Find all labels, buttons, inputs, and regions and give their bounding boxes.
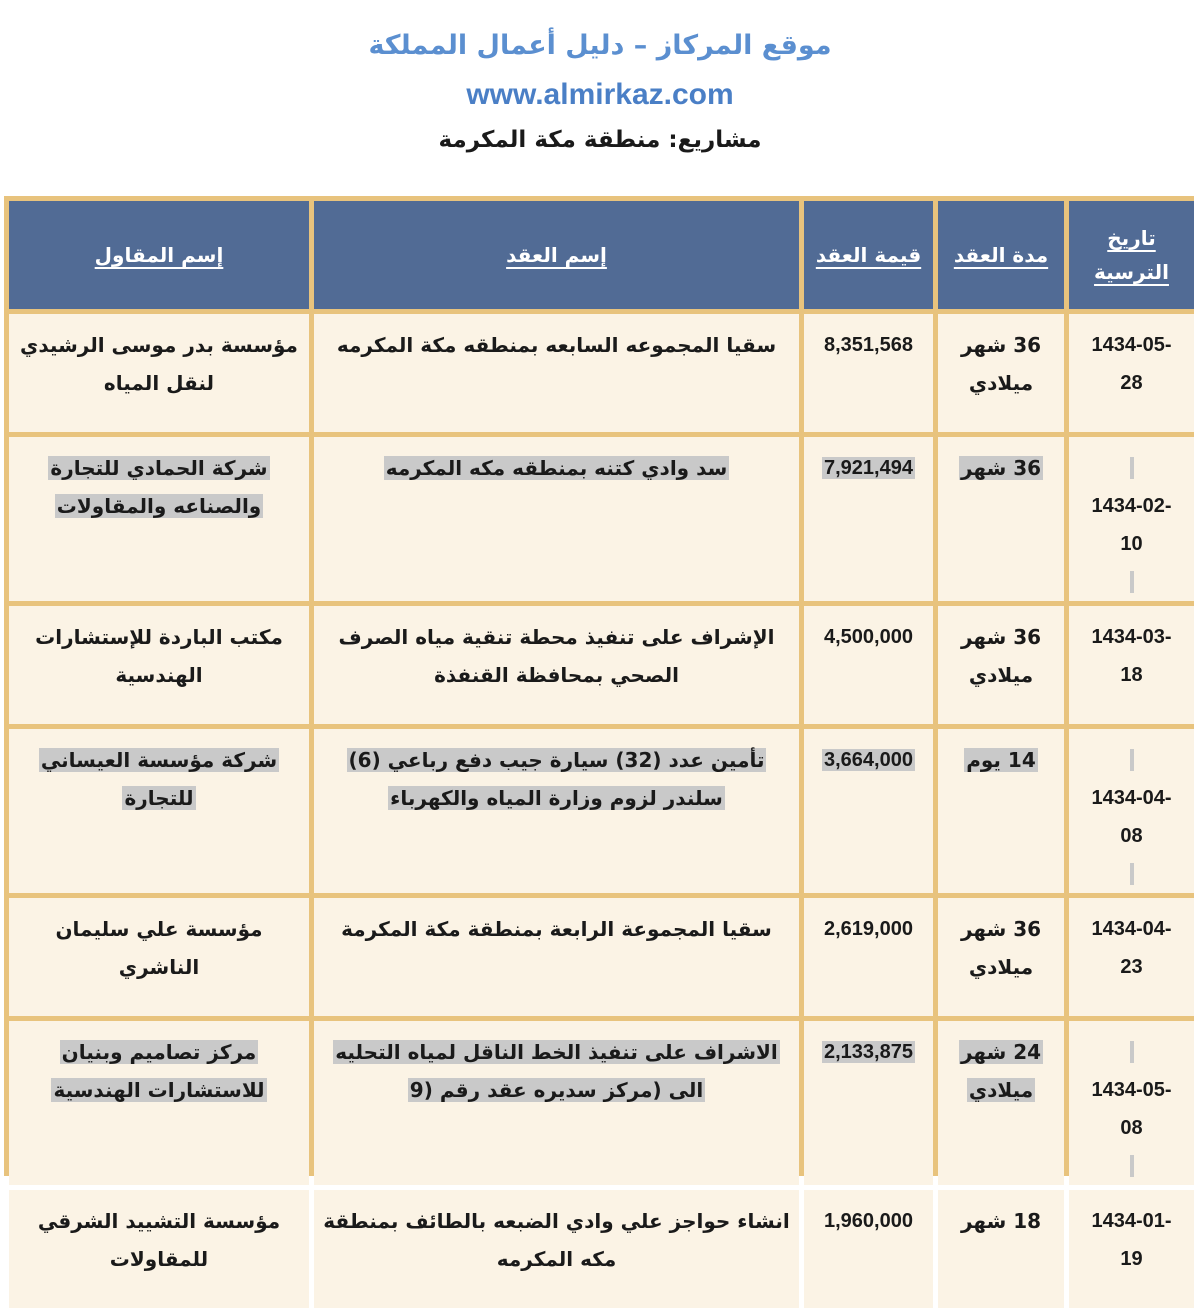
cell-duration: 14 يوم xyxy=(938,729,1064,893)
page-subtitle: مشاريع: منطقة مكة المكرمة xyxy=(438,127,762,153)
table-row xyxy=(9,1021,1194,1185)
cell-contractor: مؤسسة التشييد الشرقي للمقاولات xyxy=(9,1190,309,1308)
cell-date: 1434-01- 19 xyxy=(1069,1190,1194,1308)
site-title: موقع المركاز – دليل أعمال المملكة xyxy=(368,30,832,61)
cell-contract-name: سقيا المجموعه السابعه بمنطقه مكة المكرمه xyxy=(314,314,799,432)
cell-date: 1434-05- 28 xyxy=(1069,314,1194,432)
cell-contract-name: تأمين عدد (32) سيارة جيب دفع رباعي (6) سلندر لزوم وزارة المياه والكهرباء xyxy=(314,729,799,893)
cell-date: 1434-04- 23 xyxy=(1069,898,1194,1016)
cell-value: 1,960,000 xyxy=(804,1190,933,1308)
table-row xyxy=(9,1190,1194,1308)
cell-value: 7,921,494 xyxy=(804,437,933,601)
cell-contract-name: الإشراف على تنفيذ محطة تنقية مياه الصرف الصحي بمحافظة القنفذة xyxy=(314,606,799,724)
cell-contractor: مركز تصاميم وبنيان للاستشارات الهندسية xyxy=(9,1021,309,1185)
cell-value: 3,664,000 xyxy=(804,729,933,893)
page-header xyxy=(0,0,1200,190)
contracts-table xyxy=(4,196,1199,1313)
cell-contract-name: الاشراف على تنفيذ الخط الناقل لمياه التحليه الى (مركز سديره عقد رقم (9 xyxy=(314,1021,799,1185)
cell-duration: 36 شهر ميلادي xyxy=(938,314,1064,432)
cell-duration: 36 شهر ميلادي xyxy=(938,606,1064,724)
column-header-contractor: إسم المقاول xyxy=(9,201,309,309)
cell-date: 1434-02- 10 xyxy=(1069,437,1194,601)
column-header-contract-name: إسم العقد xyxy=(314,201,799,309)
column-header-date: تاريخ الترسية xyxy=(1069,201,1194,309)
cell-contract-name: انشاء حواجز علي وادي الضبعه بالطائف بمنطقة مكه المكرمه xyxy=(314,1190,799,1308)
cell-contractor: شركة مؤسسة العيساني للتجارة xyxy=(9,729,309,893)
table-row xyxy=(9,606,1194,724)
table-row xyxy=(9,898,1194,1016)
cell-duration: 24 شهر ميلادي xyxy=(938,1021,1064,1185)
cell-contractor: شركة الحمادي للتجارة والصناعه والمقاولات xyxy=(9,437,309,601)
cell-value: 2,619,000 xyxy=(804,898,933,1016)
cell-contract-name: سقيا المجموعة الرابعة بمنطقة مكة المكرمة xyxy=(314,898,799,1016)
column-header-duration: مدة العقد xyxy=(938,201,1064,309)
cell-contractor: مؤسسة علي سليمان الناشري xyxy=(9,898,309,1016)
cell-contractor: مكتب الباردة للإستشارات الهندسية xyxy=(9,606,309,724)
cell-duration: 36 شهر xyxy=(938,437,1064,601)
column-header-value: قيمة العقد xyxy=(804,201,933,309)
cell-value: 4,500,000 xyxy=(804,606,933,724)
cell-date: 1434-04- 08 xyxy=(1069,729,1194,893)
table-row xyxy=(9,314,1194,432)
cell-value: 8,351,568 xyxy=(804,314,933,432)
table-header-row xyxy=(9,201,1194,309)
cell-value: 2,133,875 xyxy=(804,1021,933,1185)
cell-date: 1434-05- 08 xyxy=(1069,1021,1194,1185)
cell-contractor: مؤسسة بدر موسى الرشيدي لنقل المياه xyxy=(9,314,309,432)
site-url-link[interactable]: www.almirkaz.com xyxy=(466,78,734,111)
table-row xyxy=(9,729,1194,893)
cell-duration: 18 شهر xyxy=(938,1190,1064,1308)
cell-contract-name: سد وادي كتنه بمنطقه مكه المكرمه xyxy=(314,437,799,601)
table-row xyxy=(9,437,1194,601)
cell-date: 1434-03- 18 xyxy=(1069,606,1194,724)
cell-duration: 36 شهر ميلادي xyxy=(938,898,1064,1016)
